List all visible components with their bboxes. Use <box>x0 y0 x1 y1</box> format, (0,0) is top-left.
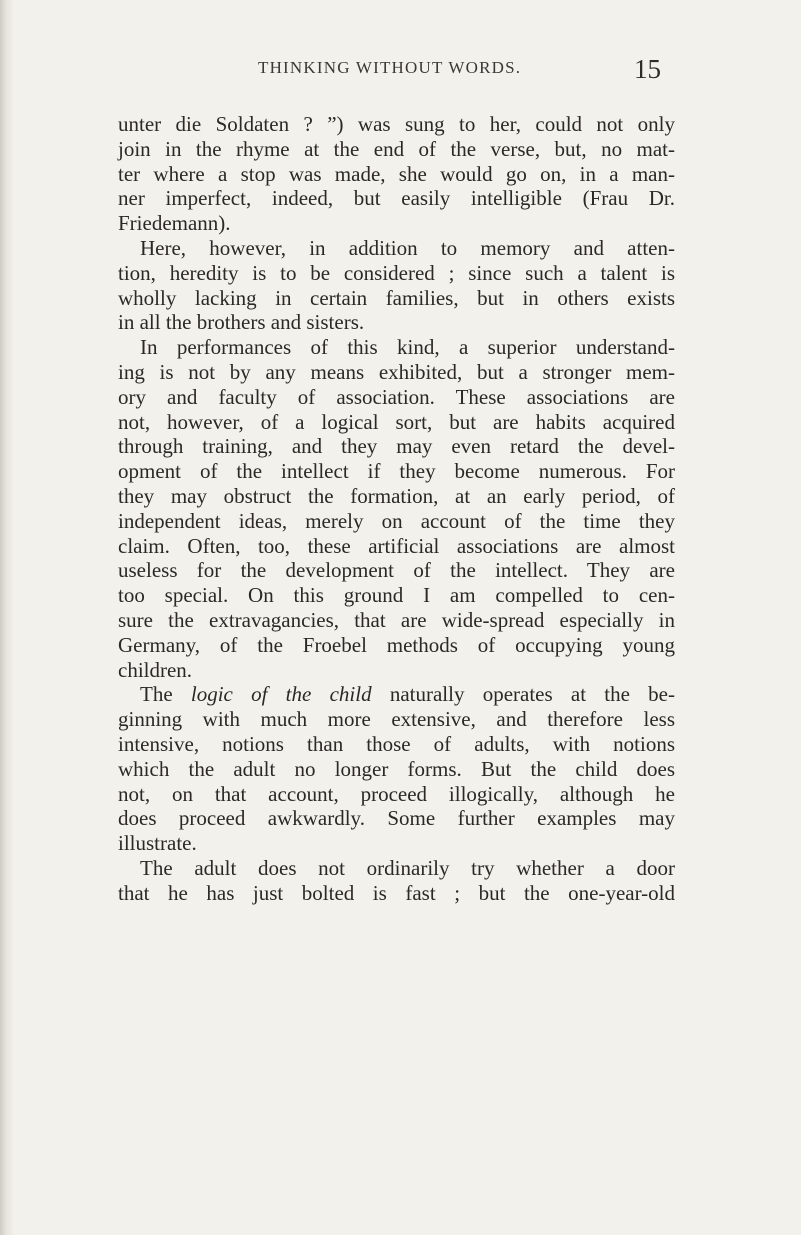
text-line: children. <box>118 657 193 682</box>
text-line: In performances of this kind, a superior understand- <box>140 335 675 360</box>
text-line: unter die Soldaten ? ”) was sung to her, could not only <box>118 112 675 136</box>
text-line: independent ideas, merely on account of the time they <box>118 508 675 533</box>
text-line: in all the brothers and sisters. <box>118 310 365 335</box>
italic-phrase: logic of the child <box>190 682 372 707</box>
text-line: Friedemann). <box>118 211 231 236</box>
text-line: that he has just bolted is fast ; but the one-year-old <box>118 880 675 905</box>
text-line: illustrate. <box>118 831 197 856</box>
text-line: ory and faculty of association. These associations are <box>118 384 675 409</box>
text-line: Germany, of the Froebel methods of occupying young <box>118 632 675 657</box>
running-title: THINKING WITHOUT WORDS. <box>258 58 522 77</box>
text-line: intensive, notions than those of adults, with notions <box>118 731 675 756</box>
text-line: sure the extravagancies, that are wide-spread especially in <box>118 607 675 632</box>
text-line: they may obstruct the formation, at an early period, of <box>118 483 675 508</box>
text-line: claim. Often, too, these artificial associations are almost <box>118 533 675 558</box>
text-line: not, on that account, proceed illogically, although he <box>118 781 675 806</box>
text-line: join in the rhyme at the end of the verse, but, no mat- <box>118 136 675 161</box>
body-text <box>118 112 675 906</box>
text-line: The adult does not ordinarily try whether a door <box>140 855 675 880</box>
text-line: wholly lacking in certain families, but in others exists <box>118 285 675 310</box>
text-line: not, however, of a logical sort, but are habits acquired <box>118 409 675 434</box>
text-line: ner imperfect, indeed, but easily intelligible (Frau Dr. <box>118 186 675 211</box>
text-fragment: The <box>140 682 191 707</box>
text-line: ginning with much more extensive, and therefore less <box>118 707 675 732</box>
text-line: useless for the development of the intellect. They are <box>118 558 675 583</box>
page-number: 15 <box>634 54 661 84</box>
text-line: Here, however, in addition to memory and atten- <box>140 235 675 260</box>
text-line: ter where a stop was made, she would go on, in a man- <box>118 161 675 186</box>
text-line: does proceed awkwardly. Some further examples may <box>118 806 675 831</box>
text-line: opment of the intellect if they become numerous. For <box>118 459 675 484</box>
text-fragment: naturally operates at the be- <box>371 682 675 707</box>
text-line: ing is not by any means exhibited, but a stronger mem- <box>118 359 675 384</box>
text-line: too special. On this ground I am compelled to cen- <box>118 583 675 608</box>
text-line: which the adult no longer forms. But the child does <box>118 756 675 781</box>
text-line <box>118 682 675 707</box>
text-line: through training, and they may even retard the devel- <box>118 434 675 459</box>
text-line: tion, heredity is to be considered ; since such a talent is <box>118 260 675 285</box>
page-binding-edge <box>0 0 14 1235</box>
